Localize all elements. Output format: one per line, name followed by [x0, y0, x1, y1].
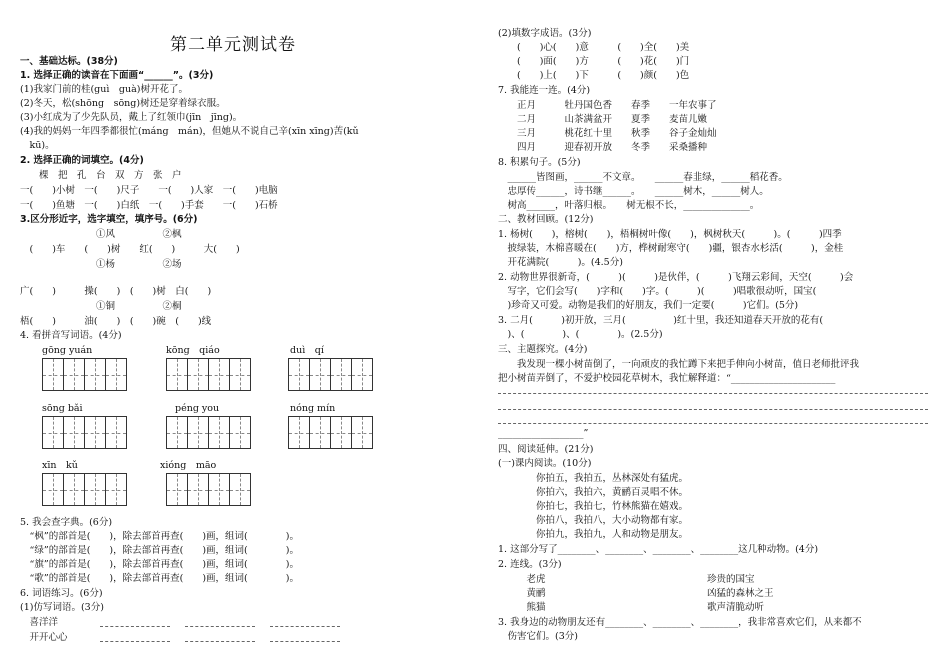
- q6-sub: (2)填数字成语。(3分): [498, 28, 592, 39]
- writing-grid[interactable]: [288, 416, 373, 449]
- section-3-heading: 三、主题探究。(4分): [498, 344, 588, 355]
- q2-row: 一( )小树 一( )尺子 一( )人家 一( )电脑: [20, 185, 278, 196]
- review-text: )珍奇又可爱。动物是我们的好朋友，我们一定要( )它们。(5分): [498, 300, 799, 311]
- pinyin-label: nóng mín: [290, 403, 336, 414]
- match-row: 熊猫 歌声清脆动听: [498, 602, 765, 613]
- q5-heading: 5. 我会查字典。(6分): [20, 517, 113, 528]
- reading-q3: 伤害它们。(3分): [498, 631, 578, 642]
- theme-text: __________________”: [498, 428, 589, 439]
- reading-q2: 2. 连线。(3分): [498, 559, 562, 570]
- pinyin-label: kōng qiáo: [166, 345, 220, 356]
- q2-words: 棵 把 孔 台 双 方 张 户: [20, 170, 182, 181]
- section-2-heading: 二、教材回顾。(12分): [498, 214, 594, 225]
- q6-sub: (1)仿写词语。(3分): [20, 602, 104, 613]
- q1-item: kū)。: [20, 140, 55, 151]
- match-row: 老虎 珍贵的国宝: [498, 574, 755, 585]
- q5-row: “歌”的部首是( )，除去部首再查( )画，组词( )。: [20, 573, 299, 584]
- q3-row: 梧( ) 油( ) ( )碗 ( )线: [20, 316, 212, 327]
- q6-example: 喜洋洋: [20, 617, 59, 628]
- match-row: 四月 迎春初开放 冬季 采桑播种: [498, 142, 708, 153]
- answer-blank[interactable]: [270, 641, 340, 642]
- poem-line: 你拍九，我拍九，人和动物是朋友。: [498, 529, 689, 540]
- section-1-heading: 一、基础达标。(38分): [20, 56, 118, 67]
- pinyin-label: gōng yuán: [42, 345, 93, 356]
- reading-q1: 1. 这部分写了________、________、________、________这几种动物。(4分): [498, 544, 819, 555]
- q1-heading: 1. 选择正确的读音在下面画“______”。(3分): [20, 70, 214, 81]
- writing-grid[interactable]: [42, 416, 127, 449]
- writing-grid[interactable]: [166, 416, 251, 449]
- q6-heading: 6. 词语练习。(6分): [20, 588, 103, 599]
- q3-options: ①铜 ②桐: [20, 301, 182, 312]
- match-row: 正月 牡丹国色香 春季 一年农事了: [498, 100, 717, 111]
- q7-heading: 7. 我能连一连。(4分): [498, 85, 591, 96]
- poem-line: 你拍八，我拍八，大小动物都有家。: [498, 515, 689, 526]
- match-row: 三月 桃花红十里 秋季 谷子金灿灿: [498, 128, 717, 139]
- poem-line: 你拍五，我拍五，丛林深处有猛虎。: [498, 473, 689, 484]
- page-title: 第二单元测试卷: [170, 35, 296, 55]
- answer-line[interactable]: [498, 393, 928, 394]
- reading-heading: (一)课内阅读。(10分): [498, 458, 592, 469]
- review-text: 披绿装，木棉喜暖在( )方，桦树耐寒守( )疆，银杏水杉活( )，金桂: [498, 243, 844, 254]
- q3-options: ①风 ②枫: [20, 229, 182, 240]
- review-text: 1. 杨树( )，榕树( )，梧桐树叶像( )，枫树秋天( )。( )四季: [498, 229, 842, 240]
- writing-grid[interactable]: [42, 473, 127, 506]
- reading-q3: 3. 我身边的动物朋友还有________、________、________，我非常喜欢它们，从来都不: [498, 617, 862, 628]
- review-text: 写字，它们会写( )字和( )字。( )( )唱歌很动听，国宝(: [498, 286, 817, 297]
- writing-grid[interactable]: [288, 358, 373, 391]
- q5-row: “旗”的部首是( )，除去部首再查( )画，组词( )。: [20, 559, 299, 570]
- sentence-row: ______皆图画，______不文章。 ______春韭绿，______稻花香。: [498, 172, 788, 183]
- answer-blank[interactable]: [185, 626, 255, 627]
- q1-item: (3)小红成为了少先队员，戴上了红领巾(jīn jīng)。: [20, 112, 243, 123]
- answer-line[interactable]: [498, 409, 928, 410]
- answer-blank[interactable]: [100, 641, 170, 642]
- theme-text: 我发现一棵小树苗倒了，一向顽皮的我忙蹲下来把手伸向小树苗，值日老师批评我: [498, 359, 860, 370]
- q1-item: (1)我家门前的桂(guì guà)树开花了。: [20, 84, 188, 95]
- review-text: )、( )、( )。(2.5分): [498, 329, 663, 340]
- q5-row: “枫”的部首是( )，除去部首再查( )画，组词( )。: [20, 531, 299, 542]
- writing-grid[interactable]: [166, 358, 251, 391]
- q1-item: (2)冬天，松(shōng sōng)树还是穿着绿衣服。: [20, 98, 226, 109]
- writing-grid[interactable]: [166, 473, 251, 506]
- pinyin-label: xióng māo: [160, 460, 217, 471]
- idiom-row: ( )面( )方 ( )花( )门: [498, 56, 690, 67]
- pinyin-label: duì qí: [290, 345, 324, 356]
- match-row: 黄鹂 凶猛的森林之王: [498, 588, 774, 599]
- q2-row: 一( )鱼塘 一( )白纸 一( )手套 一( )石桥: [20, 200, 278, 211]
- pinyin-label: sōng bǎi: [42, 403, 83, 414]
- q3-heading: 3.区分形近字，选字填空，填序号。(6分): [20, 214, 198, 225]
- q8-heading: 8. 积累句子。(5分): [498, 157, 581, 168]
- review-text: 2. 动物世界很新奇，( )( )是伙伴，( )飞翔云彩间，天空( )会: [498, 272, 854, 283]
- q3-row: 广( ) 操( ) ( )树 白( ): [20, 286, 212, 297]
- q3-options: ①杨 ②场: [20, 259, 182, 270]
- q3-row: ( )车 ( )树 红( ) 大( ): [20, 244, 240, 255]
- poem-line: 你拍六，我拍六，黄鹂百灵唱不休。: [498, 487, 689, 498]
- poem-line: 你拍七，我拍七，竹林熊猫在嬉戏。: [498, 501, 689, 512]
- answer-blank[interactable]: [185, 641, 255, 642]
- theme-text: 把小树苗弄倒了，不爱护校园花草树木，我忙解释道：“______________________: [498, 373, 836, 384]
- idiom-row: ( )上( )下 ( )颜( )色: [498, 70, 690, 81]
- sentence-row: 树高______，叶落归根。 树无根不长，______________。: [498, 200, 760, 211]
- section-4-heading: 四、阅读延伸。(21分): [498, 444, 594, 455]
- pinyin-label: xīn kǔ: [42, 460, 78, 471]
- q6-example: 开开心心: [20, 632, 68, 643]
- pinyin-label: péng you: [175, 403, 220, 414]
- answer-blank[interactable]: [270, 626, 340, 627]
- writing-grid[interactable]: [42, 358, 127, 391]
- match-row: 二月 山茶满盆开 夏季 麦苗儿嫩: [498, 114, 708, 125]
- q4-heading: 4. 看拼音写词语。(4分): [20, 330, 122, 341]
- answer-line[interactable]: [498, 423, 928, 424]
- sentence-row: 忠厚传______，诗书继______。 ______树木，______树人。: [498, 186, 769, 197]
- review-text: 3. 二月( )初开放，三月( )红十里，我还知道春天开放的花有(: [498, 315, 824, 326]
- review-text: 开花满院( )。(4.5分): [498, 257, 623, 268]
- q2-heading: 2. 选择正确的词填空。(4分): [20, 155, 144, 166]
- idiom-row: ( )心( )意 ( )全( )美: [498, 42, 690, 53]
- answer-blank[interactable]: [100, 626, 170, 627]
- q5-row: “绿”的部首是( )，除去部首再查( )画，组词( )。: [20, 545, 299, 556]
- q1-item: (4)我的妈妈一年四季都很忙(máng mán)，但她从不说自己辛(xīn xīng)苦(kǔ: [20, 126, 359, 137]
